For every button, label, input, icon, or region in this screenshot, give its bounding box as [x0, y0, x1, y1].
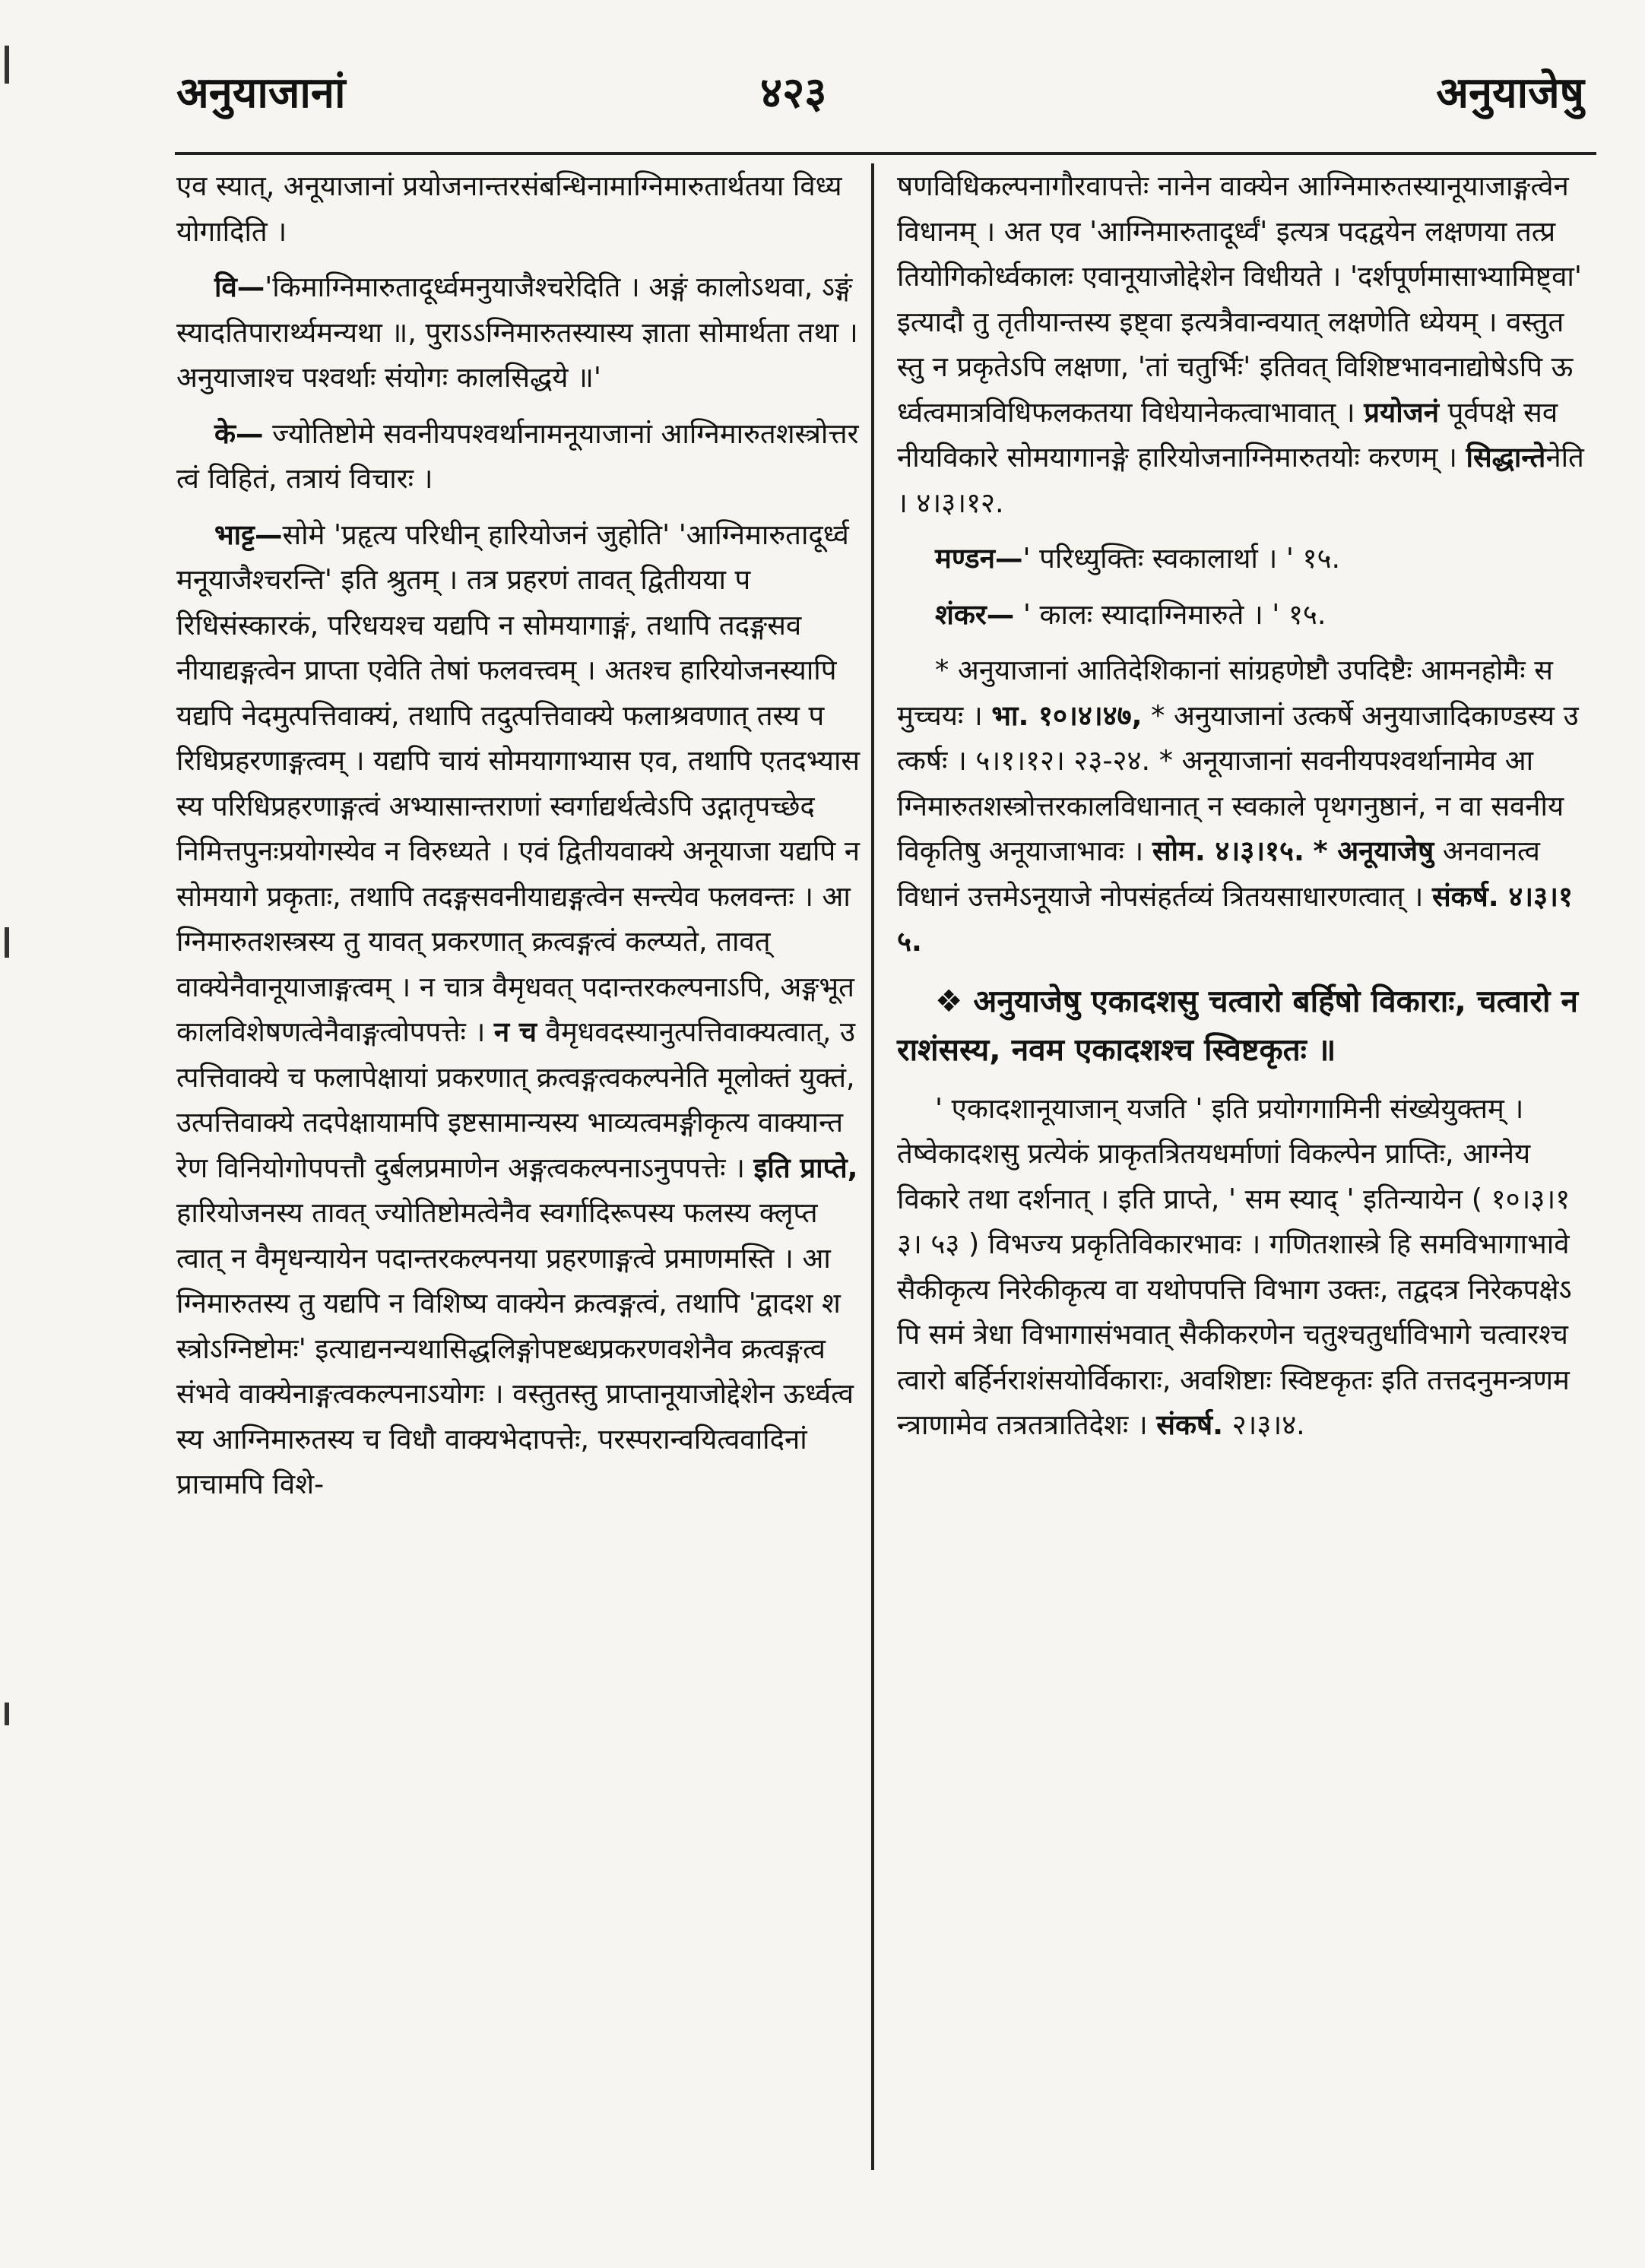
text-siddhante: नेति । ४।३।१२. [897, 441, 1584, 519]
notes-ref-1: भा. १०।४।४७, [991, 698, 1143, 732]
text-iti-prapte: हारियोजनस्य तावत् ज्योतिष्टोमत्वेनैव स्वर्गादिरूपस्य फलस्य क्लृप्तत्वात् न वैमृधन्यायेन पदान्तरकल्पनया प्रहरणाङ्गत्वे प्रमाणमस्ति । आग्निमारुतस्य तु यद्यपि न विशिष्य वाक्येन क्रत्वङ्गत्वं, तथापि 'द्वादश शस्त्रोऽग्निष्टोमः' इत्याद्यनन्यथासिद्धलिङ्गोपष्टब्धप्रकरणवशेनैव क्रत्वङ्गत्वसंभवे वाक्येनाङ्गत्वकल्पनाऽयोगः । वस्तुतस्तु प्राप्तानूयाजोद्देशेन ऊर्ध्वत्वस्य आग्निमारुतस्य च विधौ वाक्यभेदापत्तेः, परस्परान्वयित्ववादिनां प्राचामपि विशे- [176, 1196, 854, 1500]
notes-1: * अनुयाजानां आतिदेशिकानां सांग्रहणेष्टौ उपदिष्टैः आमनहोमैः समुच्चयः । [897, 654, 1553, 732]
running-head-right: अनुयाजेषु [1436, 68, 1584, 118]
left-paragraph-1: एव स्यात्, अनूयाजानां प्रयोजनान्तरसंबन्धिनामाग्निमारुतार्थतया विध्ययोगादिति । [176, 169, 842, 248]
scan-edge-mark [5, 46, 9, 84]
text-mandana: ' परिध्युक्तिः स्वकालार्था । ' १५. [1022, 542, 1341, 575]
right-paragraph-1 [897, 163, 1584, 525]
text-ke: ज्योतिष्टोमे सवनीयपश्वर्थानामनूयाजानां आग्निमारुतशस्त्रोत्तरत्वं विहितं, तत्रायं विचारः । [176, 417, 859, 495]
notes-3: अनवानत्वविधानं उत्तमेऽनूयाजे नोपसंहर्तव्यं त्रितयसाधारणत्वात् । [897, 835, 1540, 913]
mandana-line [897, 536, 1584, 581]
text-last-end: २।३।४. [1231, 1408, 1305, 1441]
label-na-ca: न च [493, 1015, 537, 1048]
label-mandana: मण्डन— [935, 542, 1023, 575]
scan-edge-mark [5, 927, 9, 958]
notes-paragraph [897, 648, 1584, 965]
label-siddhante: सिद्धान्ते [1466, 441, 1546, 474]
header-rule [175, 152, 1596, 155]
column-divider [871, 163, 874, 2170]
scan-edge-mark [5, 1703, 9, 1725]
left-paragraph-bhatta [176, 512, 861, 1507]
notes-ref-3: संकर्ष. ४।३।१५. [897, 879, 1573, 958]
sutra [897, 977, 1584, 1074]
text-continued: षणविधिकल्पनागौरवापत्तेः नानेन वाक्येन आग्निमारुतस्यानूयाजाङ्गत्वेन विधानम् । अत एव 'आग्निमारुतादूर्ध्वं' इत्यत्र पदद्वयेन लक्षणया तत्प्रतियोगिकोर्ध्वकालः एवानूयाजोद्देशेन विधीयते । 'दर्शपूर्णमासाभ्यामिष्ट्वा' इत्यादौ तु तृतीयान्तस्य इष्ट्वा इत्यत्रैवान्वयात् लक्षणेति ध्येयम् । वस्तुतस्तु न प्रकृतेऽपि लक्षणा, 'तां चतुर्भिः' इतिवत् विशिष्टभावनाद्योषेऽपि ऊर्ध्वत्वमात्रविधिफलकतया विधेयानेकत्वाभावात् । [897, 169, 1582, 429]
label-prayojanam: प्रयोजनं [1364, 395, 1439, 429]
shankara-line [897, 592, 1584, 638]
label-ke: के— [214, 417, 264, 450]
text-vi: 'किमाग्निमारुतादूर्ध्वमनुयाजैश्चरेदिति । अङ्गं कालोऽथवा, ऽङ्गं स्यादतिपारार्थ्यमन्यथा ॥, पुराऽऽग्निमारुतस्यास्य ज्ञाता सोमार्थता तथा । अनुयाजाश्च पश्वर्थाः संयोगः कालसिद्धये ॥' [176, 271, 858, 394]
notes-ref-2: सोम. ४।३।१५. [1152, 835, 1304, 867]
label-sankarsha: संकर्ष. [1156, 1408, 1223, 1441]
notes-3-label: * अनूयाजेषु [1313, 835, 1434, 867]
right-last-paragraph [897, 1086, 1584, 1448]
left-paragraph-vi [176, 264, 861, 401]
text-shankara: ' कालः स्यादाग्निमारुते । ' १५. [1022, 597, 1326, 631]
left-paragraph-ke [176, 411, 861, 502]
text-prayojanam: पूर्वपक्षे सवनीयविकारे सोमयागानङ्गे हारियोजनाग्निमारुतयोः करणम् । [897, 395, 1558, 474]
page-number: ४२३ [760, 68, 827, 118]
sutra-mark-icon: ❖ [935, 982, 974, 1019]
text-bhatta: सोमे 'प्रहृत्य परिधीन् हारियोजनं जुहोति' 'आग्निमारुतादूर्ध्वमनूयाजैश्चरन्ति' इति श्रुतम् । तत्र प्रहरणं तावत् द्वितीयया परिधिसंस्कारकं, परिधयश्च यद्यपि न सोमयागाङ्गं, तथापि तदङ्गसवनीयाद्यङ्गत्वेन प्राप्ता एवेति तेषां फलवत्त्वम् । अतश्च हारियोजनस्यापि यद्यपि नेदमुत्पत्तिवाक्यं, तथापि तदुत्पत्तिवाक्ये फलाश्रवणात् तस्य परिधिप्रहरणाङ्गत्वम् । यद्यपि चायं सोमयागाभ्यास एव, तथापि एतदभ्यासस्य परिधिप्रहरणाङ्गत्वं अभ्यासान्तराणां स्वर्गाद्यर्थत्वेऽपि उद्गातृपच्छेदनिमित्तपुनःप्रयोगस्येव न विरुध्यते । एवं द्वितीयवाक्ये अनूयाजा यद्यपि न सोमयागे प्रकृताः, तथापि तदङ्गसवनीयाद्यङ्गत्वेन सन्त्येव फलवन्तः । आग्निमारुतशस्त्रस्य तु यावत् प्रकरणात् क्रत्वङ्गत्वं कल्प्यते, तावत् वाक्येनैवानूयाजाङ्गत्वम् । न चात्र वैमृधवत् पदान्तरकल्पनाऽपि, अङ्गभूतकालविशेषणत्वेनैवाङ्गत्वोपपत्तेः । [176, 518, 861, 1048]
label-bhatta: भाट्ट— [214, 518, 283, 551]
label-vi: वि— [214, 271, 265, 303]
text-na-ca: वैमृधवदस्यानुत्पत्तिवाक्यत्वात्, उत्पत्तिवाक्ये च फलापेक्षायां प्रकरणात् क्रत्वङ्गत्वकल्पनेति मूलोक्तं युक्तं, उत्पत्तिवाक्ये तदपेक्षायामपि इष्टसामान्यस्य भाव्यत्वमङ्गीकृत्य वाक्यान्तरेण विनियोगोपपत्तौ दुर्बलप्रमाणेन अङ्गत्वकल्पनाऽनुपपत्तेः । [176, 1015, 856, 1184]
text-last: ' एकादशानूयाजान् यजति ' इति प्रयोगगामिनी संख्येयुक्तम् । तेष्वेकादशसु प्रत्येकं प्राकृतत्रितयधर्माणां विकल्पेन प्राप्तिः, आग्नेयविकारे तथा दर्शनात् । इति प्राप्ते, ' सम स्याद् ' इतिन्यायेन ( १०।३।१३। ५३ ) विभज्य प्रकृतिविकारभावः । गणितशास्त्रे हि समविभागाभावे सैकीकृत्य निरेकीकृत्य वा यथोपपत्ति विभाग उक्तः, तद्वदत्र निरेकपक्षेऽपि समं त्रेधा विभागासंभवात् सैकीकरणेन चतुश्चतुर्धाविभागे चत्वारश्चत्वारो बर्हिर्नराशंसयोर्विकाराः, अवशिष्टाः स्विष्टकृतः इति तत्तदनुमन्त्रणमन्त्राणामेव तत्रतत्रातिदेशः । [897, 1091, 1572, 1441]
sutra-text: अनुयाजेषु एकादशसु चत्वारो बर्हिषो विकाराः, चत्वारो नराशंसस्य, नवम एकादशश्च स्विष्टकृतः ॥ [897, 982, 1579, 1068]
left-column [176, 163, 861, 1507]
label-iti-prapte: इति प्राप्ते, [753, 1151, 858, 1184]
running-head-left: अनुयाजानां [176, 68, 346, 118]
right-column [897, 163, 1584, 1448]
notes-2: * अनुयाजानां उत्कर्षे अनुयाजादिकाण्डस्य उत्कर्षः । ५।१।१२। २३-२४. * अनूयाजानां सवनीयपश्वर्थानामेव आग्निमारुतशस्त्रोत्तरकालविधानात् न स्वकाले पृथगनुष्ठानं, न वा सवनीयविकृतिषु अनूयाजाभावः । [897, 698, 1579, 867]
label-shankara: शंकर— [935, 597, 1015, 631]
